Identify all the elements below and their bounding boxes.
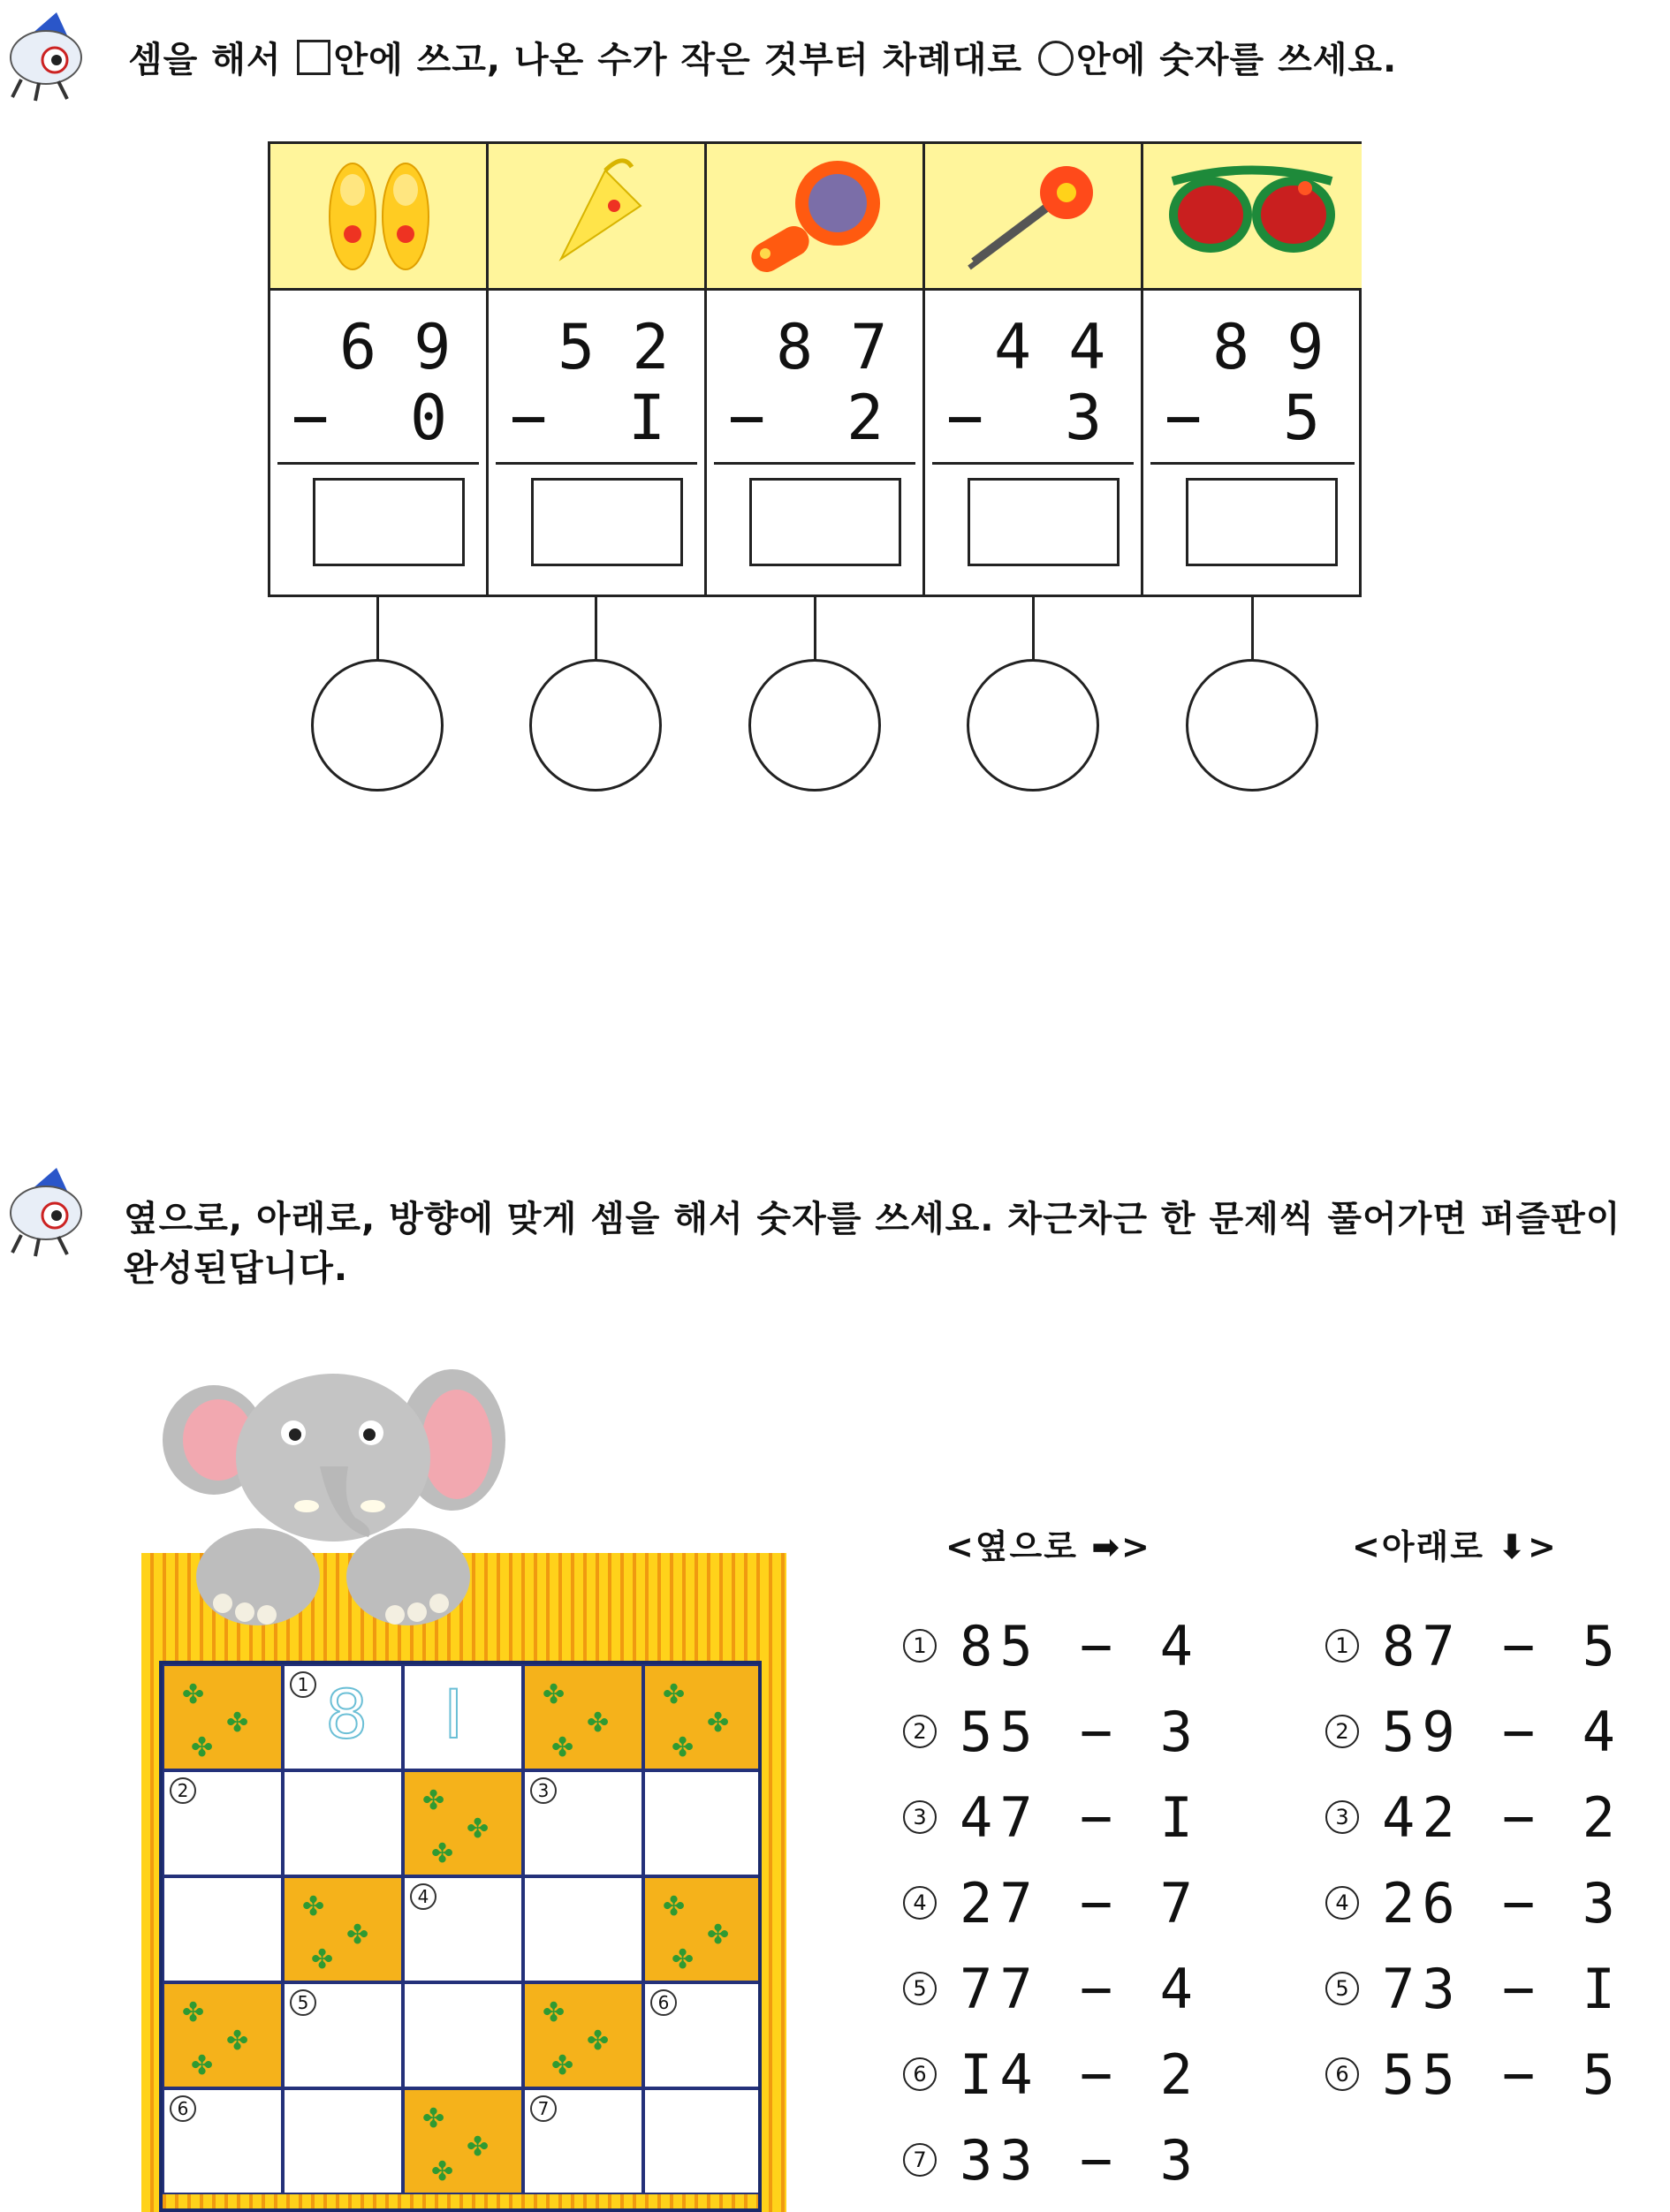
leaf-icon: ✤	[226, 2026, 249, 2057]
minus-sign: −	[292, 382, 330, 454]
grid-cell[interactable]	[523, 1876, 643, 1982]
clue-expression: 27 − 7	[960, 1870, 1200, 1936]
across-clue-2	[903, 1701, 1200, 1762]
grid-cell[interactable]	[643, 1770, 762, 1876]
across-clue-3	[903, 1786, 1200, 1848]
down-clue-1	[1325, 1615, 1622, 1677]
clue-number: 6	[170, 2095, 196, 2122]
down-clue-6	[1325, 2043, 1622, 2105]
connector-line	[1032, 597, 1035, 661]
grid-cell[interactable]	[283, 2088, 403, 2194]
leaf-icon: ✤	[182, 1679, 205, 1710]
instruction-text-c: 안에 숫자를 쓰세요.	[1076, 40, 1398, 80]
example-digit: I	[444, 1675, 464, 1754]
answer-line	[277, 462, 479, 465]
clue-number: 2	[170, 1777, 196, 1804]
minuend: 5 2	[558, 311, 670, 383]
clue-expression: 47 − I	[960, 1784, 1200, 1850]
clue-number: 1	[290, 1671, 316, 1698]
leaf-icon: ✤	[707, 1920, 730, 1951]
grid-cell[interactable]	[283, 1982, 403, 2088]
grid-cell[interactable]	[403, 1664, 523, 1770]
example-digit: 8	[325, 1675, 368, 1754]
leaf-icon: ✤	[587, 1708, 610, 1739]
clue-number: 3	[530, 1777, 557, 1804]
clue-expression: 85 − 4	[960, 1613, 1200, 1678]
leaf-icon: ✤	[302, 1891, 325, 1922]
down-clue-5	[1325, 1958, 1622, 2019]
leaf-icon: ✤	[422, 1785, 445, 1816]
mascot-icon	[4, 1164, 90, 1261]
down-clue-4	[1325, 1872, 1622, 1934]
answer-line	[932, 462, 1134, 465]
picture-cell	[489, 144, 704, 291]
umbrella-icon	[543, 153, 658, 276]
clue-badge: 6	[903, 2057, 937, 2091]
down-clue-2	[1325, 1701, 1622, 1762]
leaf-icon: ✤	[226, 1708, 249, 1739]
leaf-icon: ✤	[311, 1944, 334, 1975]
answer-box[interactable]	[313, 478, 465, 566]
picture-cell	[925, 144, 1141, 291]
clue-expression: 77 − 4	[960, 1956, 1200, 2021]
clue-expression: 26 − 3	[1382, 1870, 1622, 1936]
grid-cell[interactable]	[523, 1770, 643, 1876]
blocked-cell	[523, 1982, 643, 2088]
clue-expression: 87 − 5	[1382, 1613, 1622, 1678]
minuend: 8 7	[776, 311, 888, 383]
leaf-icon: ✤	[431, 2156, 454, 2187]
answer-line	[1150, 462, 1355, 465]
leaf-icon: ✤	[422, 2103, 445, 2134]
answer-box[interactable]	[1186, 478, 1338, 566]
leaf-icon: ✤	[467, 1814, 490, 1845]
grid-cell[interactable]	[643, 1982, 762, 2088]
clue-expression: 59 − 4	[1382, 1699, 1622, 1764]
hairpin-icon	[960, 153, 1111, 276]
instruction-text-b: 안에 쓰고, 나온 수가 작은 것부터 차례대로	[333, 40, 1023, 80]
clue-number: 5	[290, 1989, 316, 2016]
across-clue-6	[903, 2043, 1200, 2105]
leaf-icon: ✤	[182, 1997, 205, 2028]
problem-column-5	[1143, 144, 1362, 595]
clue-badge: 1	[1325, 1629, 1359, 1663]
grid-cell[interactable]	[643, 2088, 762, 2194]
down-clue-3	[1325, 1786, 1622, 1848]
mirror-icon	[740, 155, 891, 278]
leaf-icon: ✤	[551, 1732, 574, 1763]
picture-cell	[270, 144, 486, 291]
down-header: <아래로 ⬇>	[1352, 1527, 1558, 1566]
leaf-icon: ✤	[467, 2132, 490, 2163]
blocked-cell	[403, 1770, 523, 1876]
clue-badge: 6	[1325, 2057, 1359, 2091]
leaf-icon: ✤	[191, 1732, 214, 1763]
clue-badge: 5	[903, 1972, 937, 2005]
clue-number: 6	[650, 1989, 677, 2016]
connector-line	[1251, 597, 1254, 661]
grid-cell[interactable]	[163, 2088, 283, 2194]
clue-badge: 4	[903, 1886, 937, 1920]
clue-expression: I4 − 2	[960, 2042, 1200, 2107]
problem-column-1	[270, 144, 489, 595]
answer-box[interactable]	[531, 478, 683, 566]
instruction-1	[128, 35, 1397, 85]
clue-badge: 4	[1325, 1886, 1359, 1920]
leaf-icon: ✤	[191, 2050, 214, 2081]
problem-column-3	[707, 144, 925, 595]
clue-expression: 42 − 2	[1382, 1784, 1622, 1850]
across-clue-1	[903, 1615, 1200, 1677]
subtrahend: 0	[410, 382, 448, 454]
across-clue-5	[903, 1958, 1200, 2019]
blocked-cell	[283, 1876, 403, 1982]
clue-badge: 2	[1325, 1715, 1359, 1748]
order-circle[interactable]	[1186, 659, 1318, 792]
blocked-cell	[643, 1876, 762, 1982]
square-symbol	[297, 40, 330, 75]
sunglasses-icon	[1168, 163, 1336, 269]
order-circle[interactable]	[311, 659, 444, 792]
crossword-grid	[159, 1661, 762, 2212]
subtrahend: 3	[1065, 382, 1103, 454]
instruction-text-a: 셈을 해서	[128, 40, 282, 80]
across-clue-4	[903, 1872, 1200, 1934]
grid-cell[interactable]	[163, 1876, 283, 1982]
leaf-icon: ✤	[346, 1920, 369, 1951]
order-circle[interactable]	[967, 659, 1099, 792]
leaf-icon: ✤	[672, 1944, 695, 1975]
answer-line	[496, 462, 697, 465]
minuend: 8 9	[1212, 311, 1325, 383]
subtrahend: 2	[846, 382, 884, 454]
order-circle[interactable]	[529, 659, 662, 792]
clue-expression: 73 − I	[1382, 1956, 1622, 2021]
across-header: <옆으로 ➡>	[945, 1527, 1151, 1566]
clue-number: 7	[530, 2095, 557, 2122]
picture-cell	[1143, 144, 1362, 291]
minuend: 4 4	[994, 311, 1106, 383]
clue-badge: 3	[903, 1800, 937, 1834]
blocked-cell	[643, 1664, 762, 1770]
leaf-icon: ✤	[707, 1708, 730, 1739]
clue-badge: 1	[903, 1629, 937, 1663]
answer-box[interactable]	[968, 478, 1120, 566]
problem-table	[268, 141, 1362, 597]
minus-sign: −	[1165, 382, 1203, 454]
grid-cell[interactable]	[403, 1982, 523, 2088]
mascot-icon	[4, 9, 90, 106]
clue-expression: 33 − 3	[960, 2127, 1200, 2193]
connector-line	[595, 597, 597, 661]
picture-cell	[707, 144, 922, 291]
order-circle[interactable]	[748, 659, 881, 792]
connector-line	[376, 597, 379, 661]
grid-cell[interactable]	[283, 1770, 403, 1876]
subtrahend: I	[628, 382, 666, 454]
elephant-icon	[152, 1352, 523, 1652]
blocked-cell	[163, 1982, 283, 2088]
clue-badge: 7	[903, 2143, 937, 2177]
leaf-icon: ✤	[672, 1732, 695, 1763]
clue-badge: 2	[903, 1715, 937, 1748]
minus-sign: −	[728, 382, 766, 454]
clue-number: 4	[410, 1883, 436, 1910]
blocked-cell	[163, 1664, 283, 1770]
subtrahend: 5	[1283, 382, 1321, 454]
connector-line	[814, 597, 816, 661]
leaf-icon: ✤	[587, 2026, 610, 2057]
grid-cell[interactable]	[403, 1876, 523, 1982]
instruction-2-line2: 완성된답니다.	[124, 1248, 349, 1289]
clue-badge: 3	[1325, 1800, 1359, 1834]
problem-column-2	[489, 144, 707, 595]
leaf-icon: ✤	[543, 1679, 566, 1710]
answer-box[interactable]	[749, 478, 901, 566]
leaf-icon: ✤	[551, 2050, 574, 2081]
problem-column-4	[925, 144, 1143, 595]
blocked-cell	[403, 2088, 523, 2194]
circle-symbol	[1038, 41, 1074, 76]
answer-line	[714, 462, 915, 465]
instruction-2-line1: 옆으로, 아래로, 방향에 맞게 셈을 해서 숫자를 쓰세요. 차근차근 한 문제씩 풀어가면 퍼즐판이	[124, 1199, 1621, 1239]
minuend: 6 9	[339, 311, 452, 383]
clue-expression: 55 − 3	[960, 1699, 1200, 1764]
grid-cell[interactable]	[283, 1664, 403, 1770]
blocked-cell	[523, 1664, 643, 1770]
clue-badge: 5	[1325, 1972, 1359, 2005]
grid-cell[interactable]	[163, 1770, 283, 1876]
leaf-icon: ✤	[663, 1679, 686, 1710]
minus-sign: −	[510, 382, 548, 454]
clue-expression: 55 − 5	[1382, 2042, 1622, 2107]
leaf-icon: ✤	[431, 1838, 454, 1869]
shoes-icon	[322, 155, 436, 278]
across-clue-7	[903, 2129, 1200, 2191]
leaf-icon: ✤	[543, 1997, 566, 2028]
minus-sign: −	[946, 382, 984, 454]
grid-cell[interactable]	[523, 2088, 643, 2194]
leaf-icon: ✤	[663, 1891, 686, 1922]
